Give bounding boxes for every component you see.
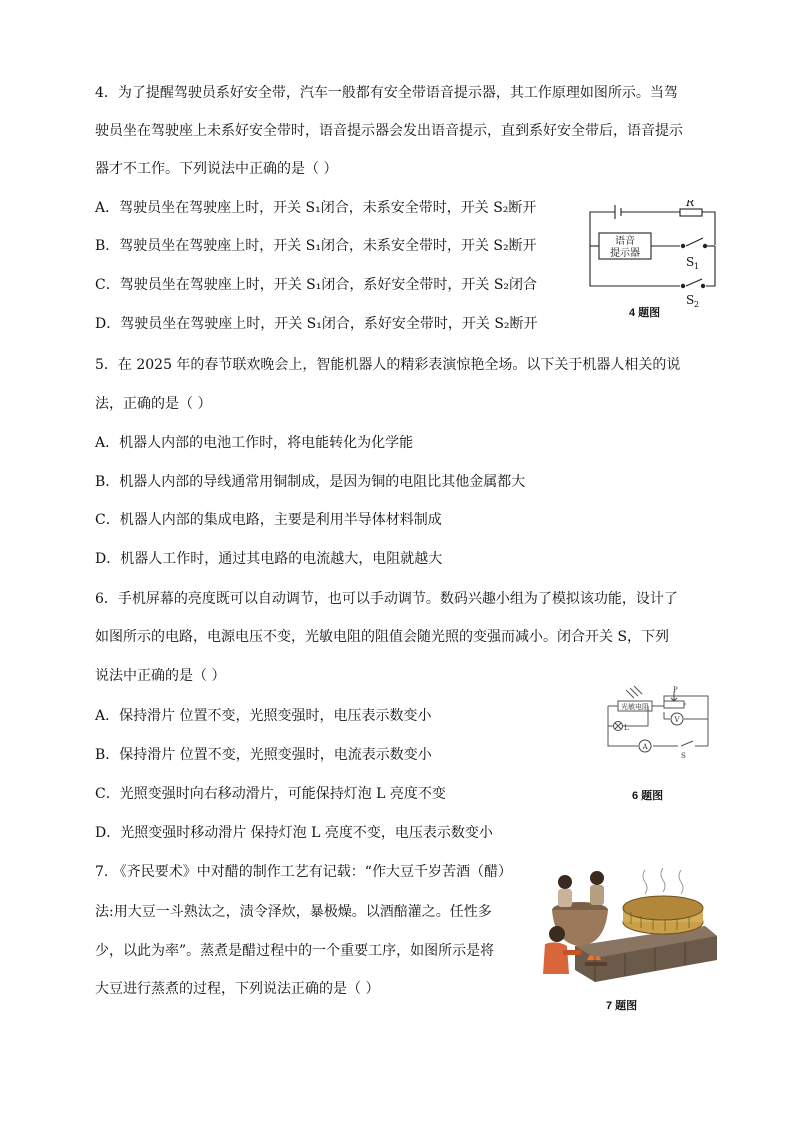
q7-steaming-illustration: [535, 860, 720, 992]
q4-s1-label: S: [686, 255, 695, 269]
q4-s2-subscript: 2: [694, 300, 700, 309]
q4-stem-line-2: 驶员坐在驾驶座上未系好安全带时，语音提示器会发出语音提示，直到系好安全带后，语音提示: [95, 123, 683, 139]
q7-stem-line-2: 法:用大豆一斗熟汰之，渍令泽炊，暴极燥。以酒醅灌之。任性多: [95, 904, 492, 920]
q7-stem-line-1: 7. 《齐民要术》中对醋的制作工艺有记载：“作大豆千岁苦酒（醋）: [95, 864, 512, 880]
q4-device-label-1: 语音: [615, 236, 635, 247]
q4-device-label-2: 提示器: [610, 248, 640, 259]
q5-option-c: C．机器人内部的集成电路，主要是利用半导体材料制成: [95, 512, 442, 528]
q6-stem-line-3: 说法中正确的是（ ）: [95, 668, 226, 684]
q6-ldr-label: 光敏电阻: [621, 703, 649, 711]
q4-stem-line-1: 4．为了提醒驾驶员系好安全带，汽车一般都有安全带语音提示器，其工作原理如图所示。当驾: [95, 85, 678, 101]
q4-s1-subscript: 1: [694, 262, 700, 271]
q5-stem-line-2: 法，正确的是（ ）: [95, 396, 212, 412]
q4-stem-line-3: 器才不工作。下列说法中正确的是（ ）: [95, 161, 338, 177]
q6-voltmeter-label: V: [674, 716, 680, 724]
q6-option-b: B．保持滑片 位置不变，光照变强时，电流表示数变小: [95, 747, 432, 763]
q5-option-a: A．机器人内部的电池工作时，将电能转化为化学能: [95, 435, 414, 451]
q4-s2-label: S: [686, 293, 695, 307]
q4-option-c: C．驾驶员坐在驾驶座上时，开关 S₁闭合，系好安全带时，开关 S₂闭合: [95, 277, 538, 293]
q6-option-a: A．保持滑片 位置不变，光照变强时，电压表示数变小: [95, 708, 432, 724]
q6-circuit-diagram: [598, 684, 718, 774]
q6-switch-label: S: [681, 752, 686, 760]
q4-option-d: D．驾驶员坐在驾驶座上时，开关 S₁闭合，系好安全带时，开关 S₂断开: [95, 316, 538, 332]
q6-stem-line-2: 如图所示的电路，电源电压不变，光敏电阻的阻值会随光照的变强而减小。闭合开关 S，下列: [95, 629, 670, 645]
q4-option-b: B．驾驶员坐在驾驶座上时，开关 S₁闭合，未系安全带时，开关 S₂断开: [95, 238, 537, 254]
q5-option-b: B．机器人内部的导线通常用铜制成，是因为铜的电阻比其他金属都大: [95, 474, 526, 490]
q4-figure-caption: 4 题图: [629, 307, 661, 319]
q7-illustration-figure: [535, 860, 720, 1015]
q4-resistor-label: R: [686, 200, 695, 209]
q6-slider-label: P: [673, 686, 678, 694]
q5-option-d: D．机器人工作时，通过其电路的电流越大，电阻就越大: [95, 551, 443, 567]
q6-option-c: C．光照变强时向右移动滑片，可能保持灯泡 L 亮度不变: [95, 786, 446, 802]
q6-ammeter-label: A: [642, 743, 648, 751]
q6-lamp-label: L: [624, 724, 629, 732]
q4-option-a: A．驾驶员坐在驾驶座上时，开关 S₁闭合，未系安全带时，开关 S₂断开: [95, 200, 537, 216]
q6-stem-line-1: 6．手机屏幕的亮度既可以自动调节，也可以手动调节。数码兴趣小组为了模拟该功能，设计了: [95, 591, 678, 607]
q7-stem-line-4: 大豆进行蒸煮的过程，下列说法正确的是（ ）: [95, 981, 380, 997]
q7-figure-caption: 7 题图: [606, 1000, 638, 1012]
q6-circuit-figure: [598, 684, 718, 802]
q4-circuit-diagram: [585, 200, 725, 318]
q4-circuit-figure: [585, 200, 725, 318]
q7-stem-line-3: 少，以此为率”。蒸煮是醋过程中的一个重要工序，如图所示是将: [95, 943, 495, 959]
q6-option-d: D．光照变强时移动滑片 保持灯泡 L 亮度不变，电压表示数变小: [95, 825, 493, 841]
q5-stem-line-1: 5．在 2025 年的春节联欢晚会上，智能机器人的精彩表演惊艳全场。以下关于机器人相关的说: [95, 357, 681, 373]
q6-figure-caption: 6 题图: [632, 790, 664, 802]
